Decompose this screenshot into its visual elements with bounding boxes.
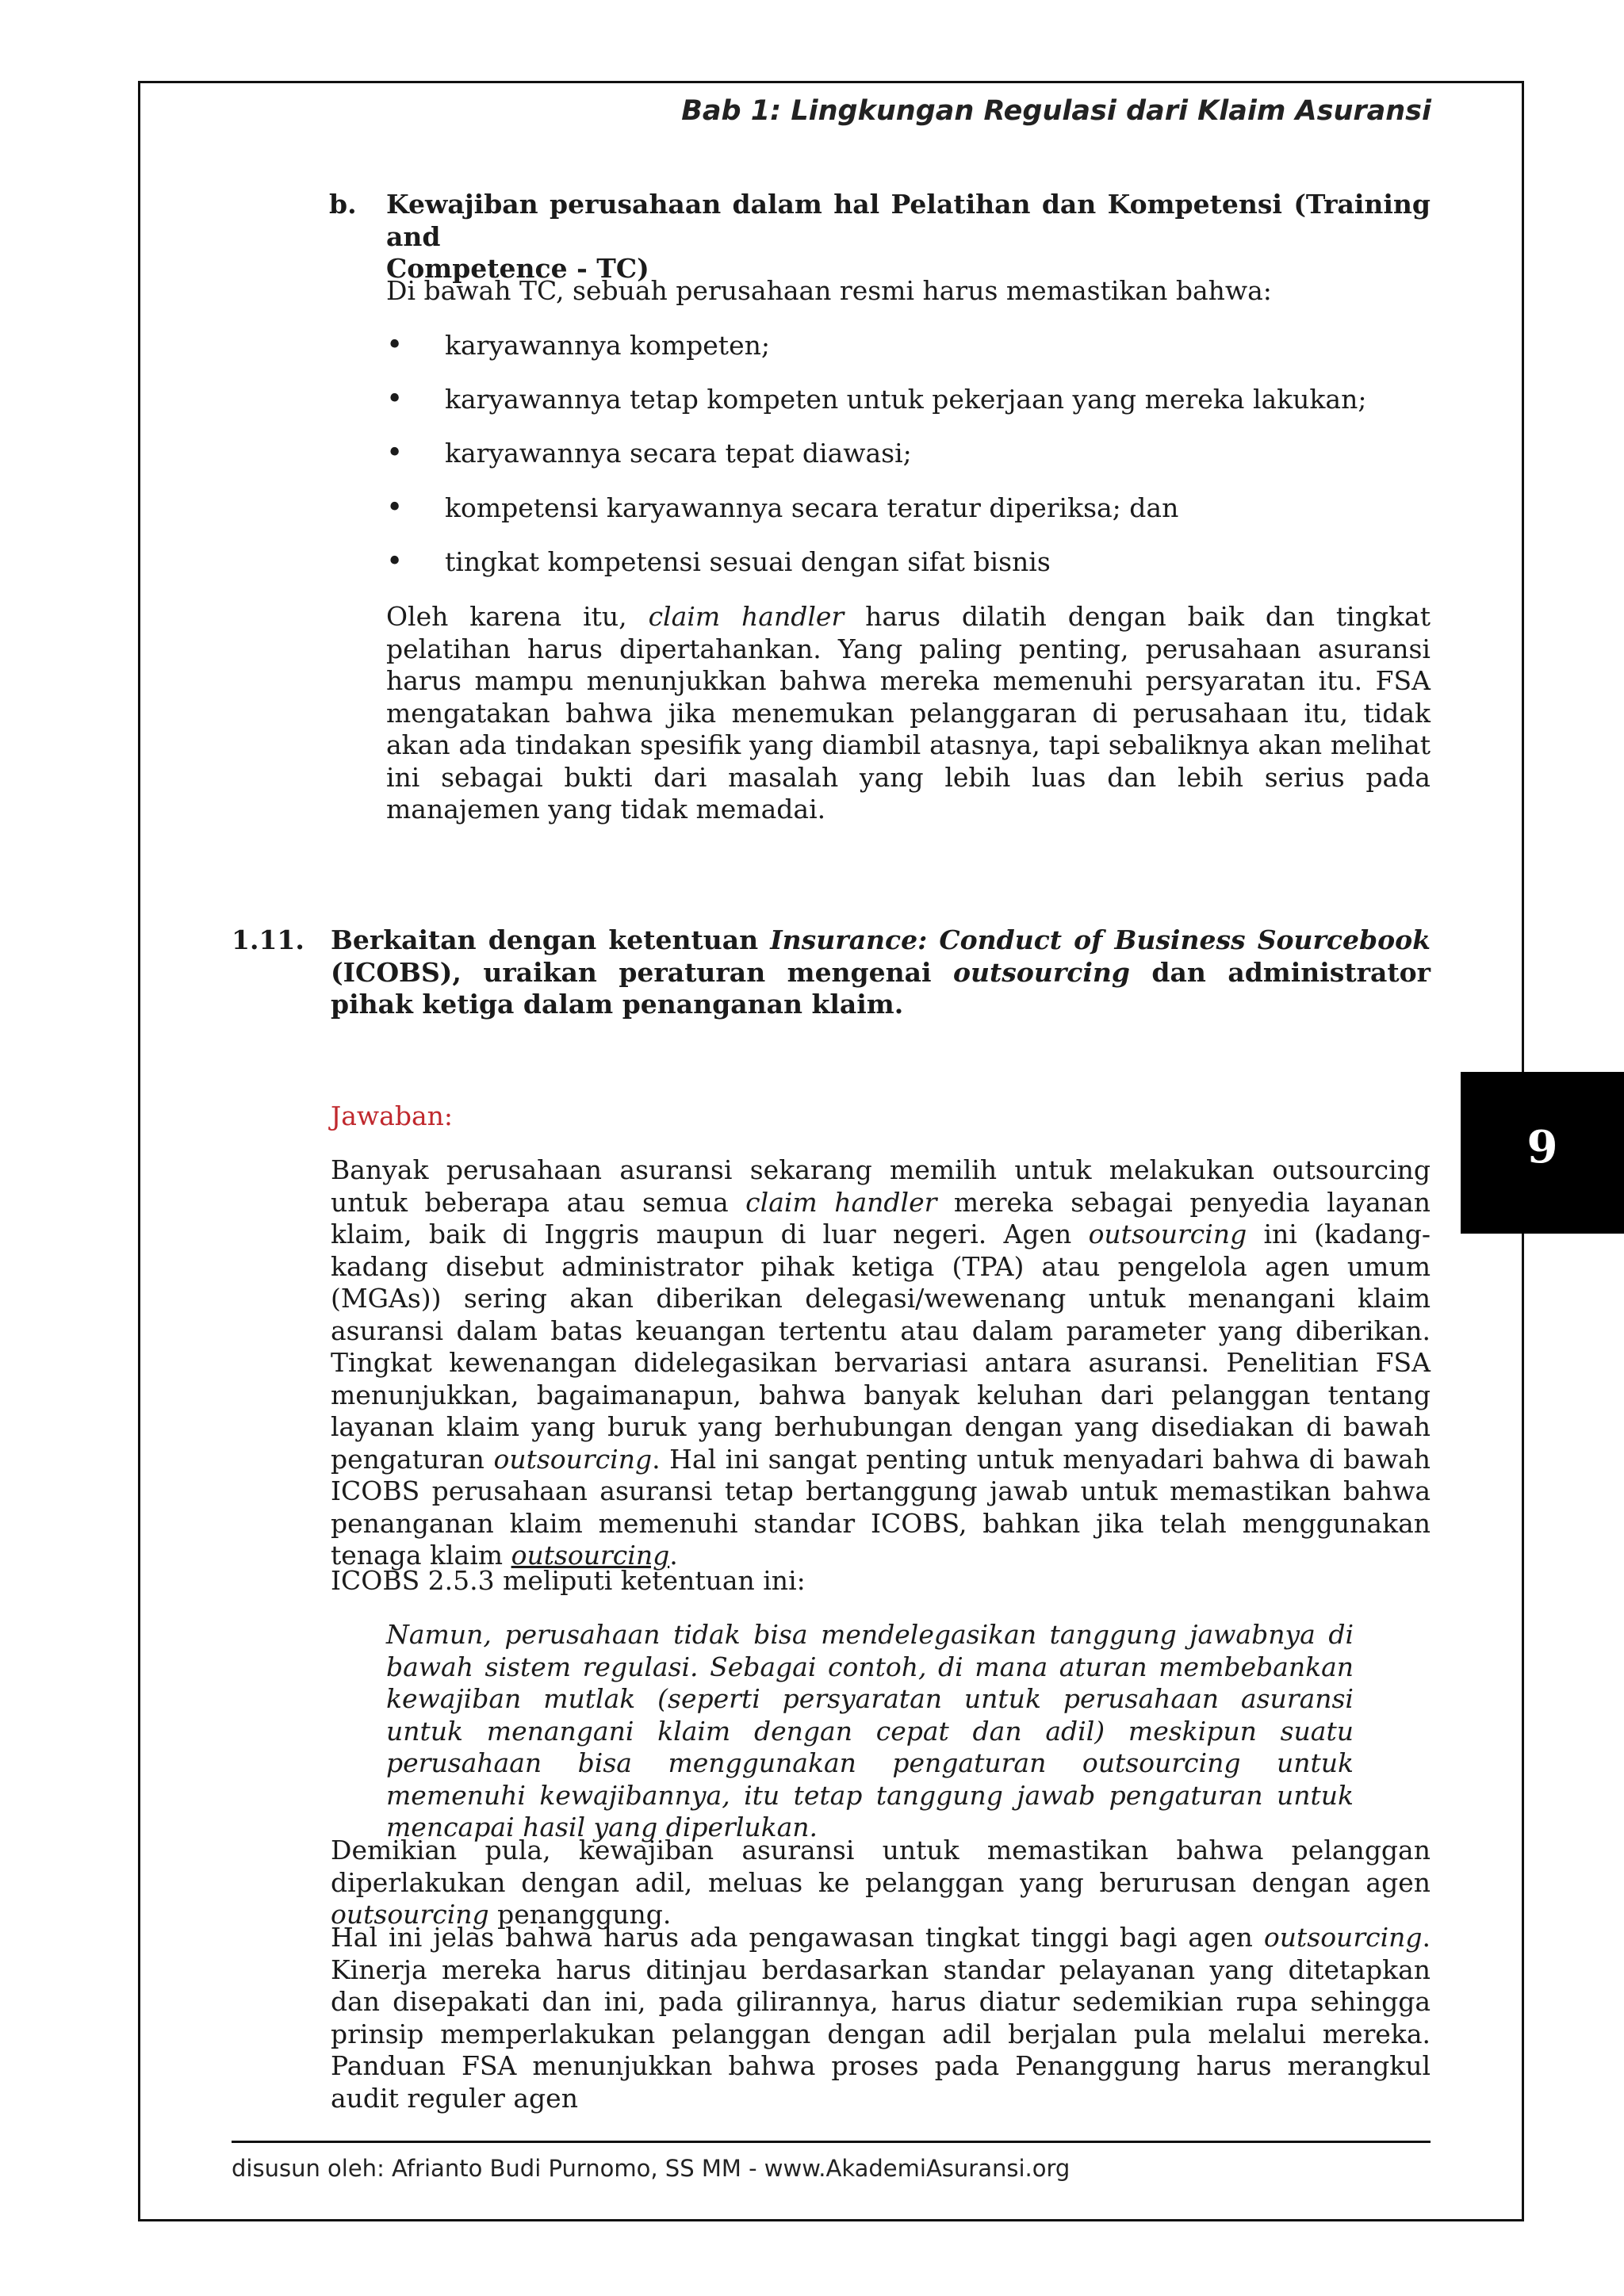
answer-paragraph-4: Hal ini jelas bahwa harus ada pengawasan tingkat tinggi bagi agen outsourcing. Kinerja mereka harus ditinjau berdasarkan standar pelayanan yang ditetapkan dan disepakati dan ini, pada gilirannya, harus diatur sedemikian rupa sehingga prinsip memperlakukan pelanggan dengan adil berjalan pula melalui mereka. Panduan FSA menunjukkan bahwa proses pada Penanggung harus merangkul audit reguler agen xyxy=(331,1922,1431,2114)
bullet-icon: • xyxy=(386,492,404,524)
answer-paragraph-2: ICOBS 2.5.3 meliputi ketentuan ini: xyxy=(331,1565,806,1596)
question-text: Berkaitan dengan ketentuan Insurance: Conduct of Business Sourcebook (ICOBS), uraikan peraturan mengenai outsourcing dan administrator pihak ketiga dalam penanganan klaim. xyxy=(331,924,1431,1020)
chapter-header-title: Bab 1: Lingkungan Regulasi dari Klaim Asuransi xyxy=(681,95,1431,127)
section-b-label: b. xyxy=(329,189,357,220)
bullet-icon: • xyxy=(386,437,404,469)
section-b-title-line1: Kewajiban perusahaan dalam hal Pelatihan dan Kompetensi (Training and xyxy=(386,189,1431,252)
bullet-icon: • xyxy=(386,329,404,362)
section-b-paragraph: Oleh karena itu, claim handler harus dilatih dengan baik dan tingkat pelatihan harus dipertahankan. Yang paling penting, perusahaan asuransi harus mampu menunjukkan bahwa mereka memenuhi persyaratan itu. FSA mengatakan bahwa jika menemukan pelanggaran di perusahaan itu, tidak akan ada tindakan spesifik yang diambil atasnya, tapi sebaliknya akan melihat ini sebagai bukti dari masalah yang lebih luas dan lebih serius pada manajemen yang tidak memadai. xyxy=(386,601,1431,825)
footer-divider xyxy=(232,2141,1431,2143)
section-b-title xyxy=(386,189,1431,285)
icobs-quote: Namun, perusahaan tidak bisa mendelegasikan tanggung jawabnya di bawah sistem regulasi. Sebagai contoh, di mana aturan membebankan kewajiban mutlak (seperti persyaratan untuk perusahaan asuransi untuk menangani klaim dengan cepat dan adil) meskipun suatu perusahaan bisa menggunakan pengaturan outsourcing untuk memenuhi kewajibannya, itu tetap tanggung jawab pengaturan untuk mencapai hasil yang diperlukan. xyxy=(386,1619,1354,1843)
footer-credit: disusun oleh: Afrianto Budi Purnomo, SS MM - www.AkademiAsuransi.org xyxy=(232,2155,1071,2182)
answer-paragraph-1: Banyak perusahaan asuransi sekarang memilih untuk melakukan outsourcing untuk beberapa atau semua claim handler mereka sebagai penyedia layanan klaim, baik di Inggris maupun di luar negeri. Agen outsourcing ini (kadang-kadang disebut administrator pihak ketiga (TPA) atau pengelola agen umum (MGAs)) sering akan diberikan delegasi/wewenang untuk menangani klaim asuransi dalam batas keuangan tertentu atau dalam parameter yang diberikan. Tingkat kewenangan didelegasikan bervariasi antara asuransi. Penelitian FSA menunjukkan, bagaimanapun, bahwa banyak keluhan dari pelanggan tentang layanan klaim yang buruk yang berhubungan dengan yang disediakan di bawah pengaturan outsourcing. Hal ini sangat penting untuk menyadari bahwa di bawah ICOBS perusahaan asuransi tetap bertanggung jawab untuk memastikan bahwa penanganan klaim memenuhi standar ICOBS, bahkan jika telah menggunakan tenaga klaim outsourcing. xyxy=(331,1154,1431,1571)
bullet-icon: • xyxy=(386,545,404,578)
chapter-number-tab: 9 xyxy=(1461,1072,1624,1234)
answer-paragraph-3: Demikian pula, kewajiban asuransi untuk memastikan bahwa pelanggan diperlakukan dengan adil, meluas ke pelanggan yang berurusan dengan agen outsourcing penanggung. xyxy=(331,1835,1431,1930)
question-number: 1.11. xyxy=(232,924,304,955)
section-b-intro: Di bawah TC, sebuah perusahaan resmi harus memastikan bahwa: xyxy=(386,275,1272,306)
section-b-title-line2: Competence - TC) xyxy=(386,253,649,284)
bullet-icon: • xyxy=(386,383,404,415)
answer-label: Jawaban: xyxy=(331,1100,453,1131)
